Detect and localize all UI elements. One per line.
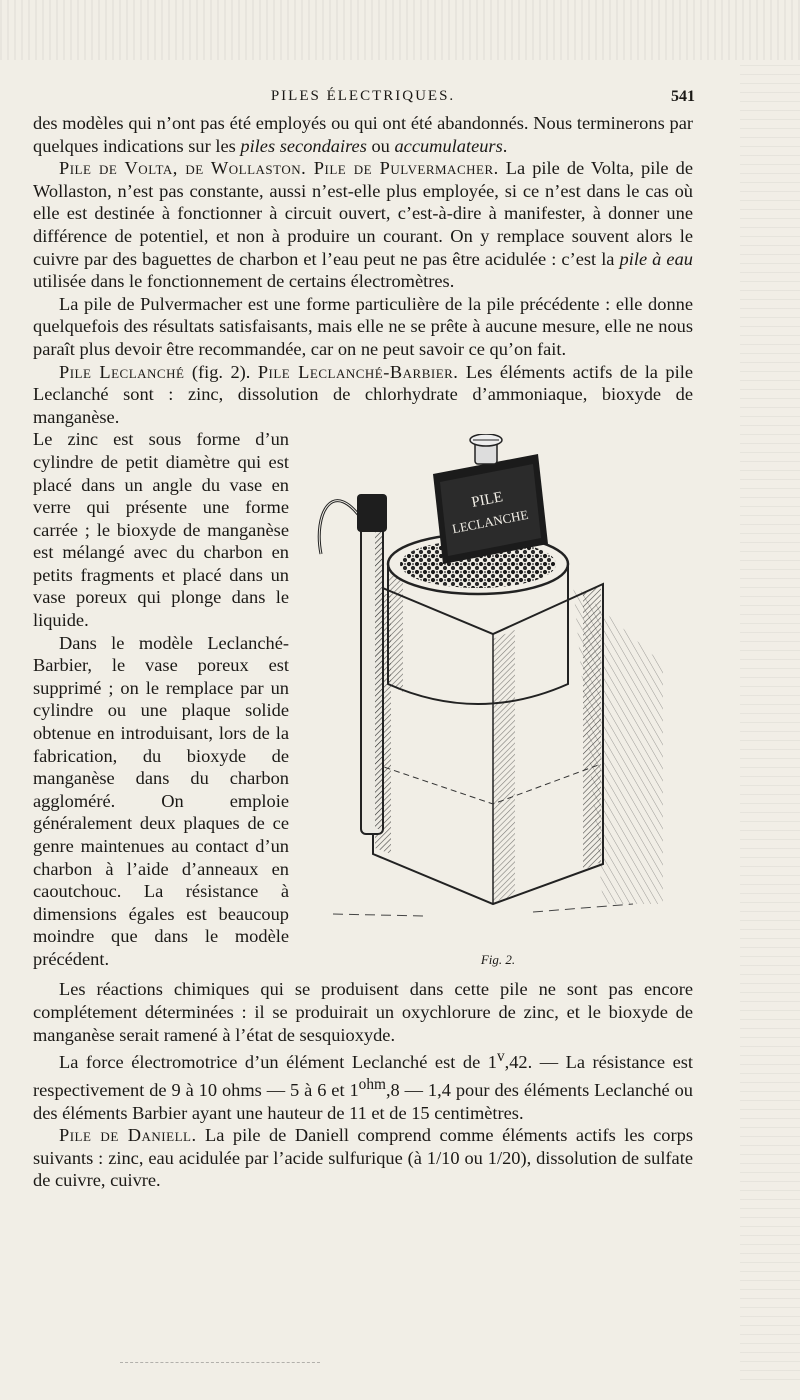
paragraph-emf xyxy=(33,1046,693,1124)
figure-leclanche-cell xyxy=(303,434,693,974)
text-span: La pile de Daniell comprend comme éléments actifs les corps suivants : zinc, eau acidulée par l’acide sulfurique (à 1/10 ou 1/20), dissolution de sulfate de cuivre, cuivre. xyxy=(33,1125,693,1191)
text-span: ,8 — 1,4 pour des éléments Leclanché ou des éléments Barbier ayant une hauteur de 11 et de 15 centimètres. xyxy=(33,1079,693,1123)
text-span: La force électromotrice d’un élément Leclanché est de 1 xyxy=(59,1052,497,1073)
unit-superscript: v xyxy=(496,1048,505,1066)
scan-noise-right xyxy=(740,60,800,1380)
text-span: ou xyxy=(366,135,395,156)
leclanche-cell-engraving xyxy=(303,434,693,954)
section-heading-leclanche-barbier: Pile Leclanché-Barbier. xyxy=(257,361,459,382)
section-heading-daniell: Pile de Daniell. xyxy=(59,1125,197,1146)
emphasis: pile à eau xyxy=(619,248,693,269)
scan-noise-top xyxy=(0,0,800,60)
running-title: PILES ÉLECTRIQUES. xyxy=(270,88,456,104)
running-header xyxy=(33,84,693,112)
emphasis: accumulateurs xyxy=(394,135,503,156)
text-span: des modèles qui n’ont pas été employés ou qui ont été abandonnés. Nous terminerons par quelques indications sur les xyxy=(33,113,693,156)
page-number: 541 xyxy=(671,88,695,105)
paragraph-intro xyxy=(33,112,693,157)
paragraph-reactions: Les réactions chimiques qui se produisent dans cette pile ne sont pas encore complétement déterminées : il se produirait un oxychlorure de zinc, et le bioxyde de manganèse serait ramené à l’état de sesquioxyde. xyxy=(33,979,693,1045)
text-span: La pile de Volta, pile de Wollaston, n’est pas constante, aussi n’est-elle plus employée, si ce n’est dans le cas où elle est destinée à fonctionner à circuit ouvert, c’est-à-dire à manifester, à donner une différence de potentiel, et non à produire un courant. On y remplace souvent alors le cuivre par des baguettes de charbon et l’eau peut ne pas être acidulée : c’est la xyxy=(33,158,693,269)
section-heading-volta: Pile de Volta, de Wollaston. Pile de Pulvermacher. xyxy=(59,158,499,179)
book-page xyxy=(33,84,693,1192)
paragraph-zinc: Le zinc est sous forme d’un cylindre de petit diamètre qui est placé dans un angle du vase en verre qui présente une forme carrée ; le bioxyde de manganèse est mélangé avec du charbon en petits fragments et placé dans un vase poreux qui plonge dans le liquide. xyxy=(33,429,289,631)
figure-caption: Fig. 2. xyxy=(480,952,516,968)
paragraph-leclanche-heading xyxy=(33,361,693,429)
paragraph-daniell xyxy=(33,1124,693,1192)
unit-superscript: ohm xyxy=(358,1075,386,1093)
scan-footer-marks xyxy=(120,1362,320,1365)
paragraph-volta xyxy=(33,157,693,293)
figure-label-line2: LECLANCHE xyxy=(450,507,530,537)
emphasis: piles secondaires xyxy=(240,135,367,156)
text-span: utilisée dans le fonctionnement de certains électromètres. xyxy=(33,271,455,292)
section-heading-leclanche: Pile Leclanché xyxy=(59,361,185,382)
text-span: Les éléments actifs de la pile Leclanché sont : zinc, dissolution de chlorhydrate d’ammoniaque, bioxyde de manganèse. xyxy=(33,361,693,427)
text-span: ,42. — La résistance est respectivement de 9 à 10 ohms — 5 à 6 et 1 xyxy=(33,1052,693,1100)
figure-reference: (fig. 2). xyxy=(184,361,258,382)
figure-label-line1: PILE xyxy=(470,489,505,512)
paragraph-leclanche-barbier: Dans le modèle Leclanché-Barbier, le vase poreux est supprimé ; on le remplace par un cylindre ou une plaque solide obtenue en introduisant, lors de la fabrication, du bioxyde de manganèse dans du charbon aggloméré. On emploie généralement deux plaques de ce genre maintenues au contact d’un charbon à l’aide d’anneaux en caoutchouc. La résistance à dimensions égales est beaucoup moindre que dans le modèle précédent. xyxy=(33,632,289,969)
paragraph-pulvermacher: La pile de Pulvermacher est une forme particulière de la pile précédente : elle donne quelquefois des résultats satisfaisants, mais elle ne se prête à aucune mesure, elle ne nous paraît plus devoir être recommandée, car on ne peut savoir ce qu’on fait. xyxy=(33,293,693,359)
text-span: . xyxy=(502,135,508,156)
